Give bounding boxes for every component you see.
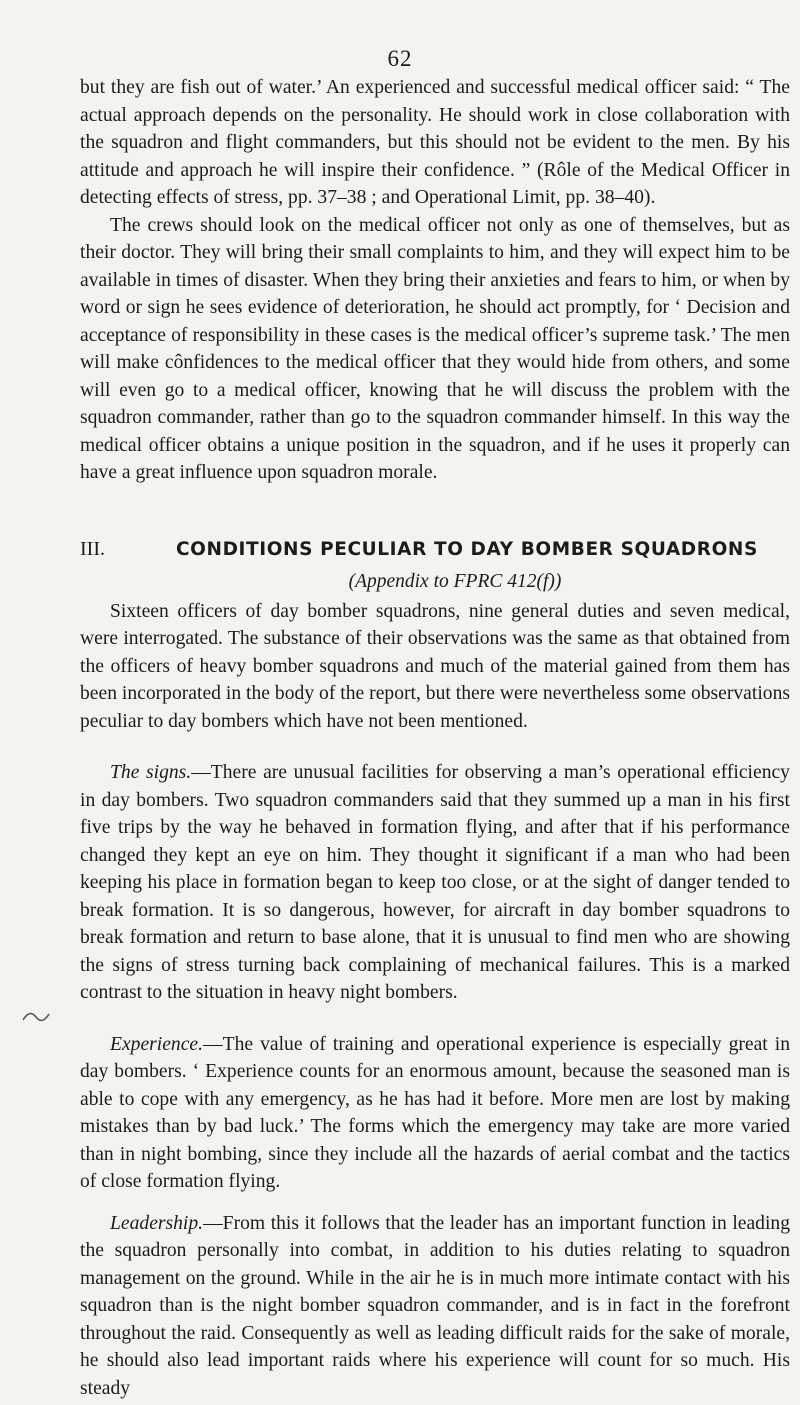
paragraph-crews: The crews should look on the medical officer not only as one of themselves, but as their doctor. They will bring their small complaints to him, and they will expect him to be available in times of disaster. When they bring their anxieties and fears to him, or when by word or sign he sees evidence of deterioration, he should act promptly, for ‘ Decision and acceptance of responsibility in these cases is the medical officer’s supreme task.’ The men will make cônfidences to the medical officer that they would hide from others, and some will even go to a medical officer, knowing that he will discuss the problem with the squadron commander, rather than go to the squadron commander himself. In this way the medical officer obtains a unique position in the squadron, and if he uses it properly can have a great influence upon squadron morale. bbox=[80, 214, 790, 483]
page-body bbox=[80, 74, 790, 1402]
page-number: 62 bbox=[387, 46, 413, 71]
lead-signs: The signs. bbox=[110, 762, 192, 783]
lead-leadership: Leadership. bbox=[110, 1212, 204, 1234]
text-leadership: —From this it follows that the leader has an important function in leading the squadron personally into combat, in addition to his duties relating to squadron management on the ground. While in the air he is in much more intimate contact with his squadron than is the night bomber squadron commander, and is in fact in the forefront throughout the raid. Consequently as well as leading difficult raids for the sake of morale, he should also lead important raids where his experience will count for so much. His steady bbox=[80, 1212, 790, 1399]
section-subtitle: (Appendix to FPRC 412(f)) bbox=[348, 570, 562, 592]
section-heading bbox=[80, 535, 790, 564]
paragraph-experience bbox=[80, 1031, 790, 1196]
paragraph-continued: but they are fish out of water.’ An experienced and successful medical officer said: “ The actual approach depends on the personality. He should work in close collaboration with the squadron and flight commanders, but this should not be evident to the men. By his attitude and approach he will inspire their confidence. ” (Rôle of the Medical Officer in detecting effects of stress, pp. 37–38 ; and Operational Limit, pp. 38–40). bbox=[80, 77, 790, 208]
section-title: CONDITIONS PECULIAR TO DAY BOMBER SQUADRONS bbox=[176, 538, 758, 560]
margin-pencil-mark bbox=[22, 1010, 50, 1024]
paragraph-signs bbox=[80, 759, 790, 1007]
paragraph-intro: Sixteen officers of day bomber squadrons, nine general duties and seven medical, were interrogated. The substance of their observations was the same as that obtained from the officers of heavy bomber squadrons and much of the material gained from them has been incorporated in the body of the report, but there were nevertheless some observations peculiar to day bombers which have not been mentioned. bbox=[80, 600, 790, 732]
paragraph-leadership bbox=[80, 1210, 790, 1403]
text-signs: —There are unusual facilities for observing a man’s operational efficiency in day bombers. Two squadron commanders said that they summed up a man in his first five trips by the way he behaved in formation flying, and after that if his performance changed they kept an eye on him. They thought it significant if a man who had been keeping his place in formation began to keep too close, or at the sight of danger tended to break formation. It is so dangerous, however, for aircraft in day bomber squadrons to break formation and return to base alone, that it is unusual to find men who are showing the signs of stress turning back complaining of mechanical failures. This is a marked contrast to the situation in heavy night bombers. bbox=[80, 762, 790, 1003]
text-experience: —The value of training and operational experience is especially great in day bombers. ‘ Experience counts for an enormous amount, because the seasoned man is able to cope with any emergency, as he has had it before. More men are lost by making mistakes than by bad luck.’ The forms which the emergency may take are more varied than in night bombing, since they include all the hazards of aerial combat and the tactics of close formation flying. bbox=[80, 1033, 790, 1192]
section-number: III. bbox=[80, 537, 105, 560]
lead-experience: Experience. bbox=[110, 1033, 204, 1055]
